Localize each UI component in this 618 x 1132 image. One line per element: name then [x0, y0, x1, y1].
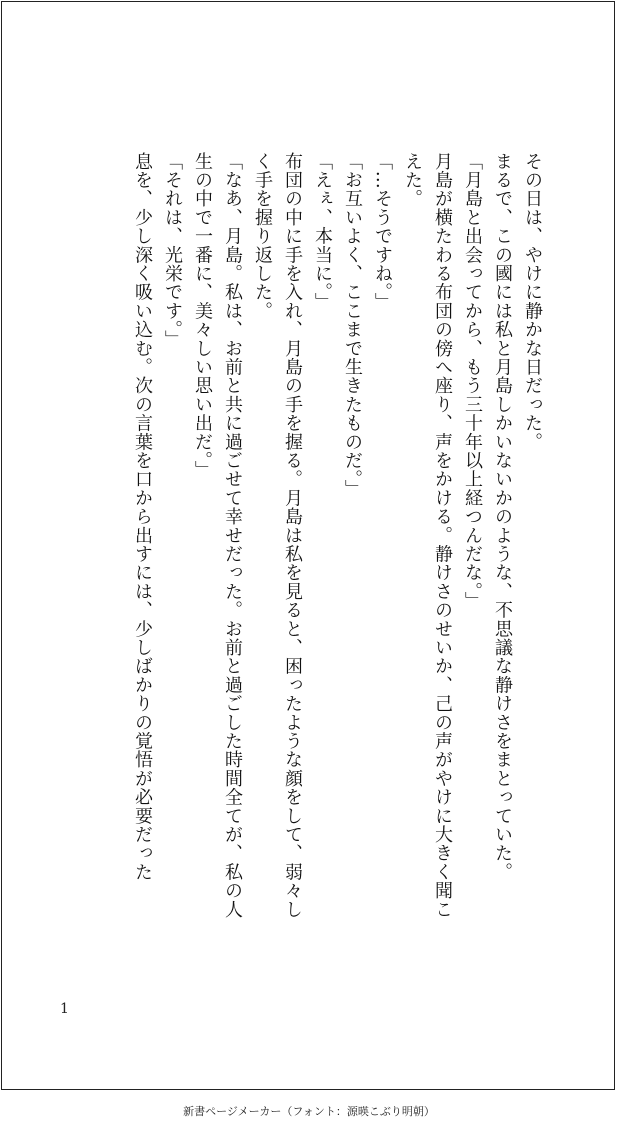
page-frame [1, 1, 615, 1090]
paragraph: 月島が横たわる布団の傍へ座り、声をかける。静けさのせいか、己の声がやけに大きく聞こえた。 [402, 152, 453, 919]
footer-credit: 新書ページメーカー（フォント：源暎こぶり明朝） [183, 1105, 435, 1118]
paragraph: 「…そうですね。」 [372, 152, 393, 312]
vertical-text-body [72, 152, 547, 932]
paragraph: 「お互いよく、ここまで生きたものだ。」 [342, 152, 363, 499]
paragraph: 息を、少し深く吸い込む。次の言葉を口から出すには、少しばかりの覚悟が必要だった [132, 152, 153, 882]
paragraph: 「それは、光栄です。」 [162, 152, 183, 349]
paragraph: まるで、この國には私と月島しかいないかのような、不思議な静けさをまとっていた。 [492, 152, 513, 882]
paragraph: 「なあ、月島。私は、お前と共に過ごせて幸せだった。お前と過ごした時間全てが、私の人生の中で一番に、美々しい思い出だ。」 [192, 152, 243, 919]
paragraph: 「えぇ、本当に。」 [312, 152, 333, 312]
paragraph: 「月島と出会ってから、もう三十年以上経つんだな。」 [462, 152, 483, 611]
page-number: 1 [60, 1001, 69, 1017]
paragraph: その日は、やけに静かな日だった。 [522, 152, 543, 452]
paragraph: 布団の中に手を入れ、月島の手を握る。月島は私を見ると、困ったような顔をして、弱々しく手を握り返した。 [252, 152, 303, 919]
